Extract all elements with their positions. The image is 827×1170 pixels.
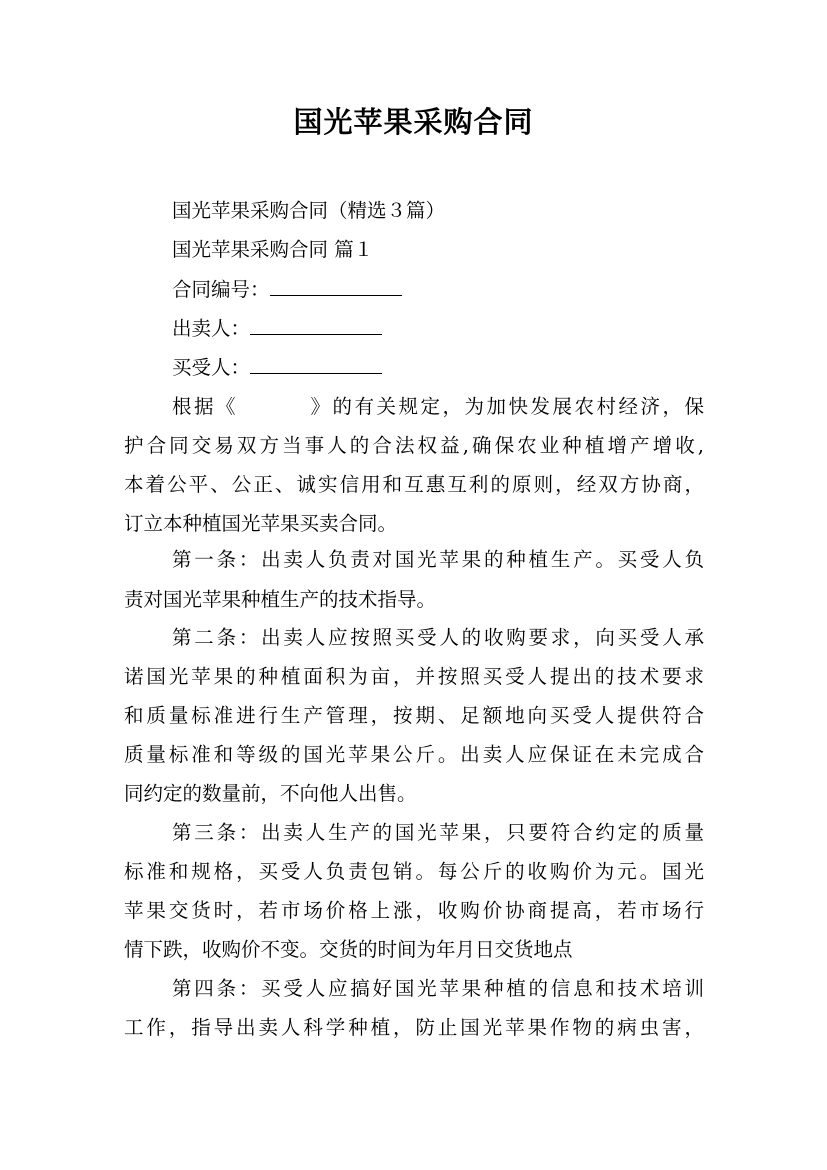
intro-line: 本着公平、公正、诚实信用和互惠互利的原则，经双方协商， — [124, 473, 704, 496]
intro-line: 护合同交易双方当事人的合法权益,确保农业种植增产增收, — [124, 434, 704, 457]
article-4-line: 工作，指导出卖人科学种植，防止国光苹果作物的病虫害， — [124, 1016, 704, 1039]
article-4-line: 第四条：买受人应搞好国光苹果种植的信息和技术培训 — [172, 977, 704, 1000]
article-3-line: 标准和规格，买受人负责包销。每公斤的收购价为元。国光 — [124, 860, 704, 883]
seller-blank — [250, 316, 382, 335]
contract-number-field — [172, 275, 402, 305]
intro-prefix: 根据《 — [172, 395, 238, 418]
seller-field — [172, 314, 382, 344]
article-2-line: 同约定的数量前，不向他人出售。 — [124, 782, 417, 805]
article-2-line: 质量标准和等级的国光苹果公斤。出卖人应保证在未完成合 — [124, 743, 704, 766]
subtitle-line: 国光苹果采购合同（精选３篇） — [172, 199, 446, 222]
article-2-line: 第二条：出卖人应按照买受人的收购要求，向买受人承 — [172, 626, 704, 649]
buyer-label: 买受人： — [172, 356, 251, 379]
document-title: 国光苹果采购合同 — [293, 105, 534, 139]
intro-first-line — [172, 392, 704, 422]
section-heading: 国光苹果采购合同 篇１ — [172, 238, 374, 261]
contract-number-label: 合同编号： — [172, 278, 270, 301]
buyer-blank — [250, 355, 382, 374]
contract-number-blank — [270, 277, 402, 296]
article-1-line: 责对国光苹果种植生产的技术指导。 — [124, 588, 437, 611]
intro-line: 订立本种植国光苹果买卖合同。 — [124, 512, 398, 535]
article-1-line: 第一条：出卖人负责对国光苹果的种植生产。买受人负 — [172, 548, 704, 571]
article-3-line: 情下跌，收购价不变。交货的时间为年月日交货地点 — [124, 938, 573, 961]
buyer-field — [172, 353, 382, 383]
seller-label: 出卖人： — [172, 317, 251, 340]
article-2-line: 诺国光苹果的种植面积为亩，并按照买受人提出的技术要求 — [124, 665, 704, 688]
article-3-line: 苹果交货时，若市场价格上涨，收购价协商提高，若市场行 — [124, 899, 704, 922]
article-2-line: 和质量标准进行生产管理，按期、足额地向买受人提供符合 — [124, 704, 704, 727]
intro-suffix: 》的有关规定，为加快发展农村经济，保 — [308, 395, 704, 418]
article-3-line: 第三条：出卖人生产的国光苹果，只要符合约定的质量 — [172, 821, 704, 844]
